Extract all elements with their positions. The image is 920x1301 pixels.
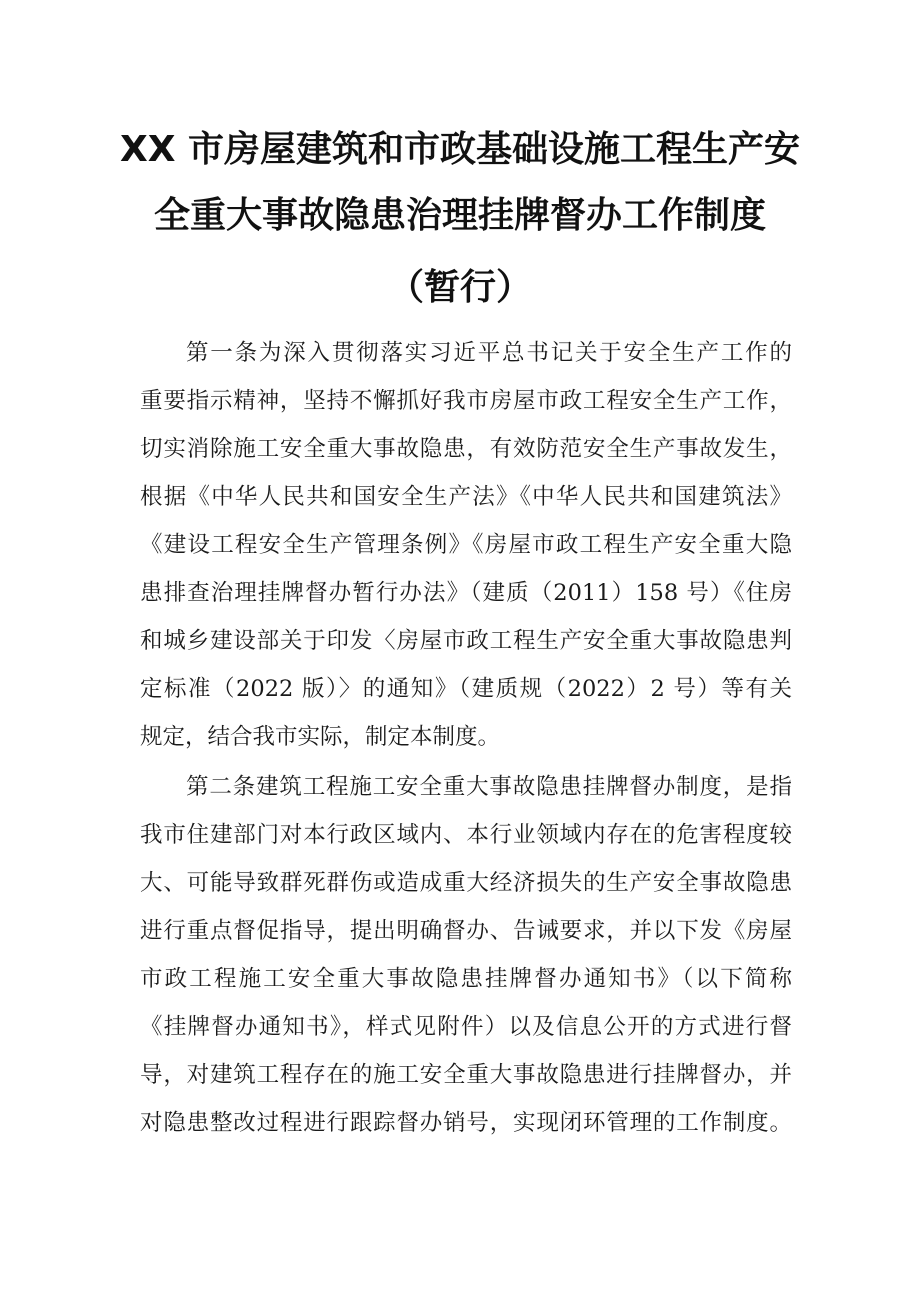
paragraph-line: 《建设工程安全生产管理条例》《房屋市政工程生产安全重大隐 xyxy=(140,532,792,558)
document-title-line-1: XX 市房屋建筑和市政基础设施工程生产安 xyxy=(119,129,801,170)
document-title-line-2: 全重大事故隐患治理挂牌督办工作制度 xyxy=(153,195,766,236)
paragraph-line: 对隐患整改过程进行跟踪督办销号，实现闭环管理的工作制度。 xyxy=(140,1110,792,1136)
paragraph-line: 和城乡建设部关于印发〈房屋市政工程生产安全重大事故隐患判 xyxy=(140,628,792,654)
paragraph-line: 规定，结合我市实际，制定本制度。 xyxy=(140,724,501,750)
paragraph-line: 重要指示精神，坚持不懈抓好我市房屋市政工程安全生产工作， xyxy=(140,388,792,414)
paragraph-line: 进行重点督促指导，提出明确督办、告诫要求，并以下发《房屋 xyxy=(140,918,792,944)
paragraph-line: 定标准（2022 版）〉的通知》（建质规（2022）2 号）等有关 xyxy=(140,676,792,702)
paragraph-line: 《挂牌督办通知书》，样式见附件）以及信息公开的方式进行督 xyxy=(140,1014,792,1040)
paragraph-line: 根据《中华人民共和国安全生产法》《中华人民共和国建筑法》 xyxy=(140,484,792,510)
document-title-subtitle: （暂行） xyxy=(387,267,532,308)
paragraph-line: 导，对建筑工程存在的施工安全重大事故隐患进行挂牌督办，并 xyxy=(140,1062,792,1088)
paragraph-line: 我市住建部门对本行政区域内、本行业领域内存在的危害程度较 xyxy=(140,822,792,848)
paragraph-line: 市政工程施工安全重大事故隐患挂牌督办通知书》（以下简称 xyxy=(140,966,792,992)
paragraph-line: 患排查治理挂牌督办暂行办法》（建质（2011）158 号）《住房 xyxy=(140,580,792,606)
paragraph-line: 切实消除施工安全重大事故隐患，有效防范安全生产事故发生， xyxy=(140,436,792,462)
paragraph-line: 第二条建筑工程施工安全重大事故隐患挂牌督办制度，是指 xyxy=(186,774,792,800)
paragraph-line: 大、可能导致群死群伤或造成重大经济损失的生产安全事故隐患 xyxy=(140,870,792,896)
paragraph-line: 第一条为深入贯彻落实习近平总书记关于安全生产工作的 xyxy=(186,340,792,366)
